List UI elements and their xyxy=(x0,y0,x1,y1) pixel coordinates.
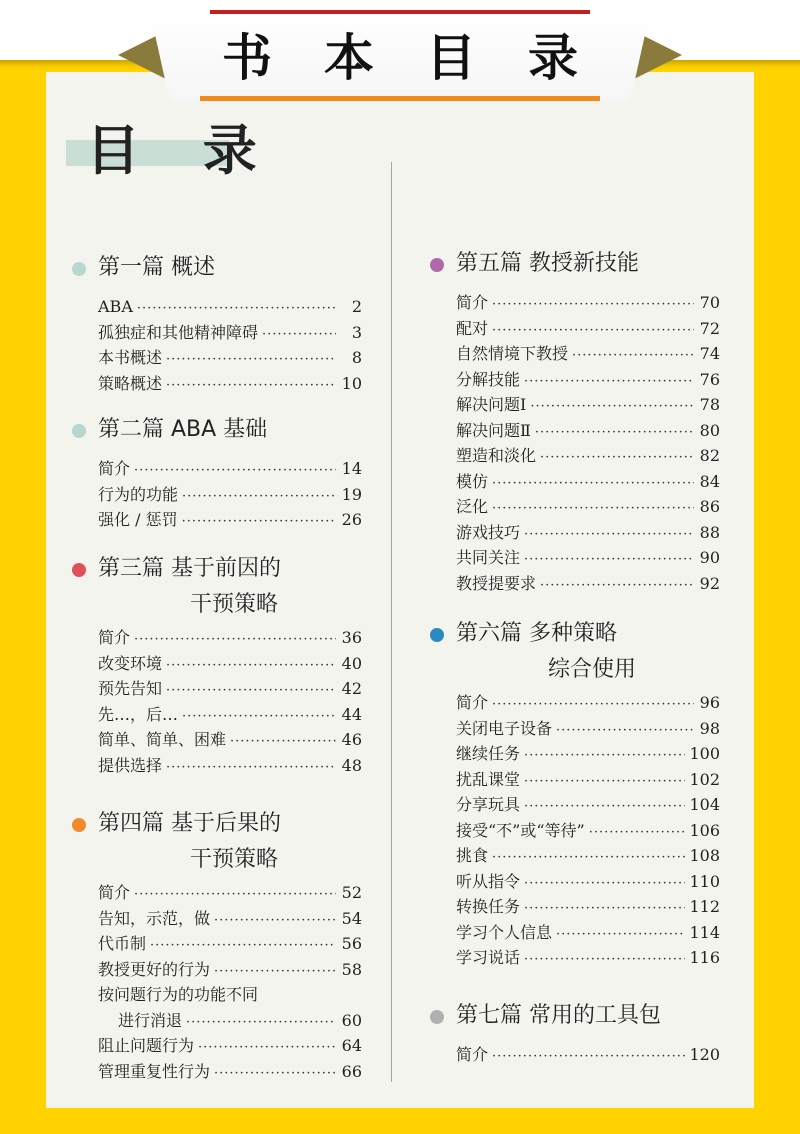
entry-title: ABA xyxy=(98,297,133,316)
entry-title: 分解技能 xyxy=(456,369,521,389)
dot-leader xyxy=(166,653,336,679)
toc-entry[interactable] xyxy=(456,316,720,342)
dot-leader xyxy=(524,871,685,897)
toc-entry[interactable] xyxy=(98,676,362,702)
toc-entry[interactable] xyxy=(98,931,362,957)
entry-title: 策略概述 xyxy=(98,373,163,393)
toc-entry[interactable] xyxy=(98,906,362,932)
entry-title: 关闭电子设备 xyxy=(456,718,553,738)
dot-leader xyxy=(492,318,694,344)
page-number: 56 xyxy=(341,934,362,953)
toc-section xyxy=(456,246,720,596)
entry-title: 教授更好的行为 xyxy=(98,959,211,979)
toc-entry[interactable] xyxy=(456,469,720,495)
page-number: 64 xyxy=(341,1036,362,1055)
entry-title: 简介 xyxy=(98,459,131,478)
toc-entry[interactable] xyxy=(456,843,720,869)
page-number: 114 xyxy=(689,922,720,942)
dot-leader xyxy=(186,1010,336,1036)
page-title: 目 录 xyxy=(86,118,279,182)
entry-title: 强化 / 惩罚 xyxy=(98,510,178,529)
page-number: 120 xyxy=(689,1045,720,1064)
dot-leader xyxy=(182,509,336,535)
entry-title: 共同关注 xyxy=(456,548,521,567)
page-number: 100 xyxy=(689,744,720,763)
entry-title: 改变环境 xyxy=(98,653,163,673)
toc-entry[interactable] xyxy=(98,625,362,651)
dot-leader xyxy=(134,882,336,908)
page-number: 102 xyxy=(689,769,720,789)
column-divider xyxy=(391,162,392,1082)
section-heading-text: 第五篇 教授新技能 xyxy=(456,251,639,276)
dot-leader xyxy=(214,959,336,985)
entry-title: 游戏技巧 xyxy=(456,522,521,542)
section-heading xyxy=(98,412,362,448)
dot-leader xyxy=(166,755,336,781)
dot-leader xyxy=(182,704,336,730)
page-number: 40 xyxy=(341,653,362,673)
entry-title: 转换任务 xyxy=(456,897,521,916)
entry-title: 预先告知 xyxy=(98,679,163,698)
dot-leader xyxy=(524,369,694,395)
toc-entry[interactable] xyxy=(98,345,362,371)
section-heading-text: 第二篇 ABA 基础 xyxy=(98,417,268,442)
dot-leader xyxy=(150,933,336,959)
entry-title: 孤独症和其他精神障碍 xyxy=(98,322,259,342)
page-number: 72 xyxy=(699,318,720,338)
page-number: 90 xyxy=(699,548,720,567)
dot-leader xyxy=(535,420,694,446)
entry-title: 管理重复性行为 xyxy=(98,1061,211,1081)
dot-leader xyxy=(230,729,336,755)
page-number: 3 xyxy=(351,322,362,342)
dot-leader xyxy=(262,322,336,348)
toc-entry[interactable] xyxy=(456,920,720,946)
entry-title: 自然情境下教授 xyxy=(456,344,569,363)
entry-title: 进行消退 xyxy=(118,1010,183,1030)
banner-top-rule xyxy=(210,10,590,14)
page-number: 110 xyxy=(689,871,720,891)
section-heading-text: 第三篇 基于前因的 xyxy=(98,556,281,581)
page-number: 88 xyxy=(699,522,720,542)
section-heading xyxy=(98,250,362,286)
entry-title: 学习个人信息 xyxy=(456,922,553,942)
toc-entry[interactable] xyxy=(98,456,362,482)
dot-leader xyxy=(540,573,694,599)
toc-entry[interactable] xyxy=(456,418,720,444)
section-heading xyxy=(456,616,720,652)
page-number: 106 xyxy=(689,820,720,840)
entry-title: 接受“不”或“等待” xyxy=(456,820,585,840)
toc-entry[interactable] xyxy=(98,1033,362,1059)
page-number: 116 xyxy=(689,948,720,967)
banner-char: 录 xyxy=(528,29,578,87)
dot-leader xyxy=(198,1035,336,1061)
dot-leader xyxy=(572,343,694,369)
banner-title xyxy=(200,26,600,90)
toc-entry[interactable] xyxy=(456,545,720,571)
dot-leader xyxy=(524,522,694,548)
bullet-dot-icon xyxy=(72,818,86,832)
toc-entry[interactable] xyxy=(98,727,362,753)
entry-title: 教授提要求 xyxy=(456,573,537,593)
entry-title: 先…，后… xyxy=(98,704,179,724)
toc-entry[interactable] xyxy=(98,957,362,983)
dot-leader xyxy=(492,692,694,718)
toc-section xyxy=(98,250,362,396)
section-subheading: 干预策略 xyxy=(190,847,279,872)
page-number: 70 xyxy=(699,293,720,312)
toc-entry[interactable] xyxy=(456,945,720,971)
entry-title: 挑食 xyxy=(456,846,489,865)
page-number: 96 xyxy=(699,693,720,712)
toc-entry[interactable] xyxy=(456,520,720,546)
entry-title: 扰乱课堂 xyxy=(456,769,521,789)
bullet-dot-icon xyxy=(72,262,86,276)
toc-entry[interactable] xyxy=(456,367,720,393)
entry-title: 泛化 xyxy=(456,497,489,516)
toc-entry[interactable] xyxy=(98,294,362,320)
toc-entry[interactable] xyxy=(456,741,720,767)
page-number: 60 xyxy=(341,1010,362,1030)
section-heading xyxy=(456,246,720,282)
entry-title: 行为的功能 xyxy=(98,484,179,504)
bullet-dot-icon xyxy=(430,258,444,272)
page-number: 52 xyxy=(341,883,362,902)
bullet-dot-icon xyxy=(430,1010,444,1024)
entry-title: 解决问题Ⅰ xyxy=(456,395,527,414)
toc-entry[interactable] xyxy=(456,443,720,469)
toc-entry[interactable] xyxy=(456,767,720,793)
banner-char: 书 xyxy=(222,29,272,87)
toc-entry[interactable] xyxy=(98,371,362,397)
page-number: 98 xyxy=(699,718,720,738)
entry-title: 按问题行为的功能不同 xyxy=(98,985,259,1004)
toc-entry[interactable] xyxy=(456,494,720,520)
toc-entry[interactable] xyxy=(98,1008,362,1034)
page-number: 58 xyxy=(341,959,362,979)
entry-title: 模仿 xyxy=(456,471,489,491)
bullet-dot-icon xyxy=(72,424,86,438)
page-number: 112 xyxy=(689,897,720,916)
page-number: 92 xyxy=(699,573,720,593)
entry-title: 提供选择 xyxy=(98,755,163,775)
entry-title: 代币制 xyxy=(98,934,147,953)
dot-leader xyxy=(137,296,336,322)
dot-leader xyxy=(530,394,694,420)
toc-entry[interactable] xyxy=(456,571,720,597)
page-number: 44 xyxy=(341,704,362,724)
entry-title: 学习说话 xyxy=(456,948,521,967)
entry-title: 分享玩具 xyxy=(456,795,521,814)
toc-entry[interactable] xyxy=(98,507,362,533)
toc-entry[interactable] xyxy=(98,1059,362,1085)
toc-section xyxy=(98,551,362,778)
bullet-dot-icon xyxy=(430,628,444,642)
toc-entry[interactable] xyxy=(98,320,362,346)
toc-entry[interactable] xyxy=(98,880,362,906)
page-number: 2 xyxy=(351,297,362,316)
dot-leader xyxy=(524,794,685,820)
page-number: 14 xyxy=(341,459,362,478)
page-number: 46 xyxy=(341,730,362,749)
dot-leader xyxy=(589,820,686,846)
toc-entry[interactable] xyxy=(98,982,362,1008)
entry-title: 告知，示范，做 xyxy=(98,908,211,928)
toc-entry[interactable] xyxy=(456,894,720,920)
page-number: 36 xyxy=(341,628,362,647)
toc-section xyxy=(98,806,362,1084)
section-heading xyxy=(98,806,362,842)
entry-title: 简介 xyxy=(98,628,131,647)
section-heading-text: 第七篇 常用的工具包 xyxy=(456,1003,661,1028)
page-number: 80 xyxy=(699,420,720,440)
toc-section xyxy=(98,412,362,533)
toc-entry[interactable] xyxy=(456,290,720,316)
toc-entry[interactable] xyxy=(98,753,362,779)
toc-entry[interactable] xyxy=(456,869,720,895)
entry-title: 简介 xyxy=(98,883,131,902)
toc-entry[interactable] xyxy=(98,702,362,728)
page-number: 48 xyxy=(341,755,362,775)
toc-section xyxy=(456,616,720,971)
dot-leader xyxy=(524,547,694,573)
dot-leader xyxy=(166,678,336,704)
page-number: 26 xyxy=(341,510,362,529)
page-number: 104 xyxy=(689,795,720,814)
section-subheading: 干预策略 xyxy=(190,592,279,617)
dot-leader xyxy=(134,458,336,484)
page-number: 108 xyxy=(689,846,720,865)
page-number: 8 xyxy=(351,348,362,367)
page-number: 78 xyxy=(699,395,720,414)
toc-entry[interactable] xyxy=(456,716,720,742)
section-heading xyxy=(456,998,720,1034)
entry-title: 简介 xyxy=(456,293,489,312)
toc-entry[interactable] xyxy=(456,818,720,844)
toc-entry[interactable] xyxy=(456,392,720,418)
section-subheading: 综合使用 xyxy=(548,657,637,682)
page-number: 54 xyxy=(341,908,362,928)
dot-leader xyxy=(492,845,685,871)
page-number: 82 xyxy=(699,446,720,465)
dot-leader xyxy=(166,347,336,373)
dot-leader xyxy=(492,1044,685,1070)
page-number: 66 xyxy=(341,1061,362,1081)
section-heading-text: 第六篇 多种策略 xyxy=(456,621,617,646)
toc-entry[interactable] xyxy=(456,690,720,716)
dot-leader xyxy=(134,627,336,653)
section-heading xyxy=(98,551,362,587)
banner-char: 目 xyxy=(426,29,476,87)
dot-leader xyxy=(214,908,336,934)
page-number: 76 xyxy=(699,369,720,389)
page-number: 84 xyxy=(699,471,720,491)
toc-entry[interactable] xyxy=(456,792,720,818)
entry-title: 配对 xyxy=(456,318,489,338)
entry-title: 阻止问题行为 xyxy=(98,1036,195,1055)
banner-char: 本 xyxy=(324,29,374,87)
entry-title: 继续任务 xyxy=(456,744,521,763)
banner-bottom-rule xyxy=(200,96,600,101)
dot-leader xyxy=(492,292,694,318)
dot-leader xyxy=(540,445,694,471)
dot-leader xyxy=(556,718,694,744)
toc-entry[interactable] xyxy=(456,341,720,367)
page-number: 74 xyxy=(699,344,720,363)
dot-leader xyxy=(524,769,685,795)
dot-leader xyxy=(182,484,336,510)
dot-leader xyxy=(166,373,336,399)
entry-title: 塑造和淡化 xyxy=(456,446,537,465)
toc-entry[interactable] xyxy=(456,1042,720,1068)
entry-title: 本书概述 xyxy=(98,348,163,367)
dot-leader xyxy=(492,496,694,522)
page-number: 10 xyxy=(341,373,362,393)
entry-title: 简介 xyxy=(456,693,489,712)
entry-title: 简介 xyxy=(456,1045,489,1064)
toc-entry[interactable] xyxy=(98,651,362,677)
entry-title: 简单、简单、困难 xyxy=(98,730,227,749)
entry-title: 听从指令 xyxy=(456,871,521,891)
toc-section xyxy=(456,998,720,1068)
dot-leader xyxy=(556,922,685,948)
dot-leader xyxy=(214,1061,336,1087)
entry-title: 解决问题Ⅱ xyxy=(456,420,531,440)
dot-leader xyxy=(524,947,685,973)
dot-leader xyxy=(524,896,685,922)
section-heading-text: 第一篇 概述 xyxy=(98,255,215,280)
page-number: 86 xyxy=(699,497,720,516)
page-number: 19 xyxy=(341,484,362,504)
section-heading-text: 第四篇 基于后果的 xyxy=(98,811,281,836)
bullet-dot-icon xyxy=(72,563,86,577)
page-number: 42 xyxy=(341,679,362,698)
dot-leader xyxy=(492,471,694,497)
dot-leader xyxy=(524,743,685,769)
toc-entry[interactable] xyxy=(98,482,362,508)
